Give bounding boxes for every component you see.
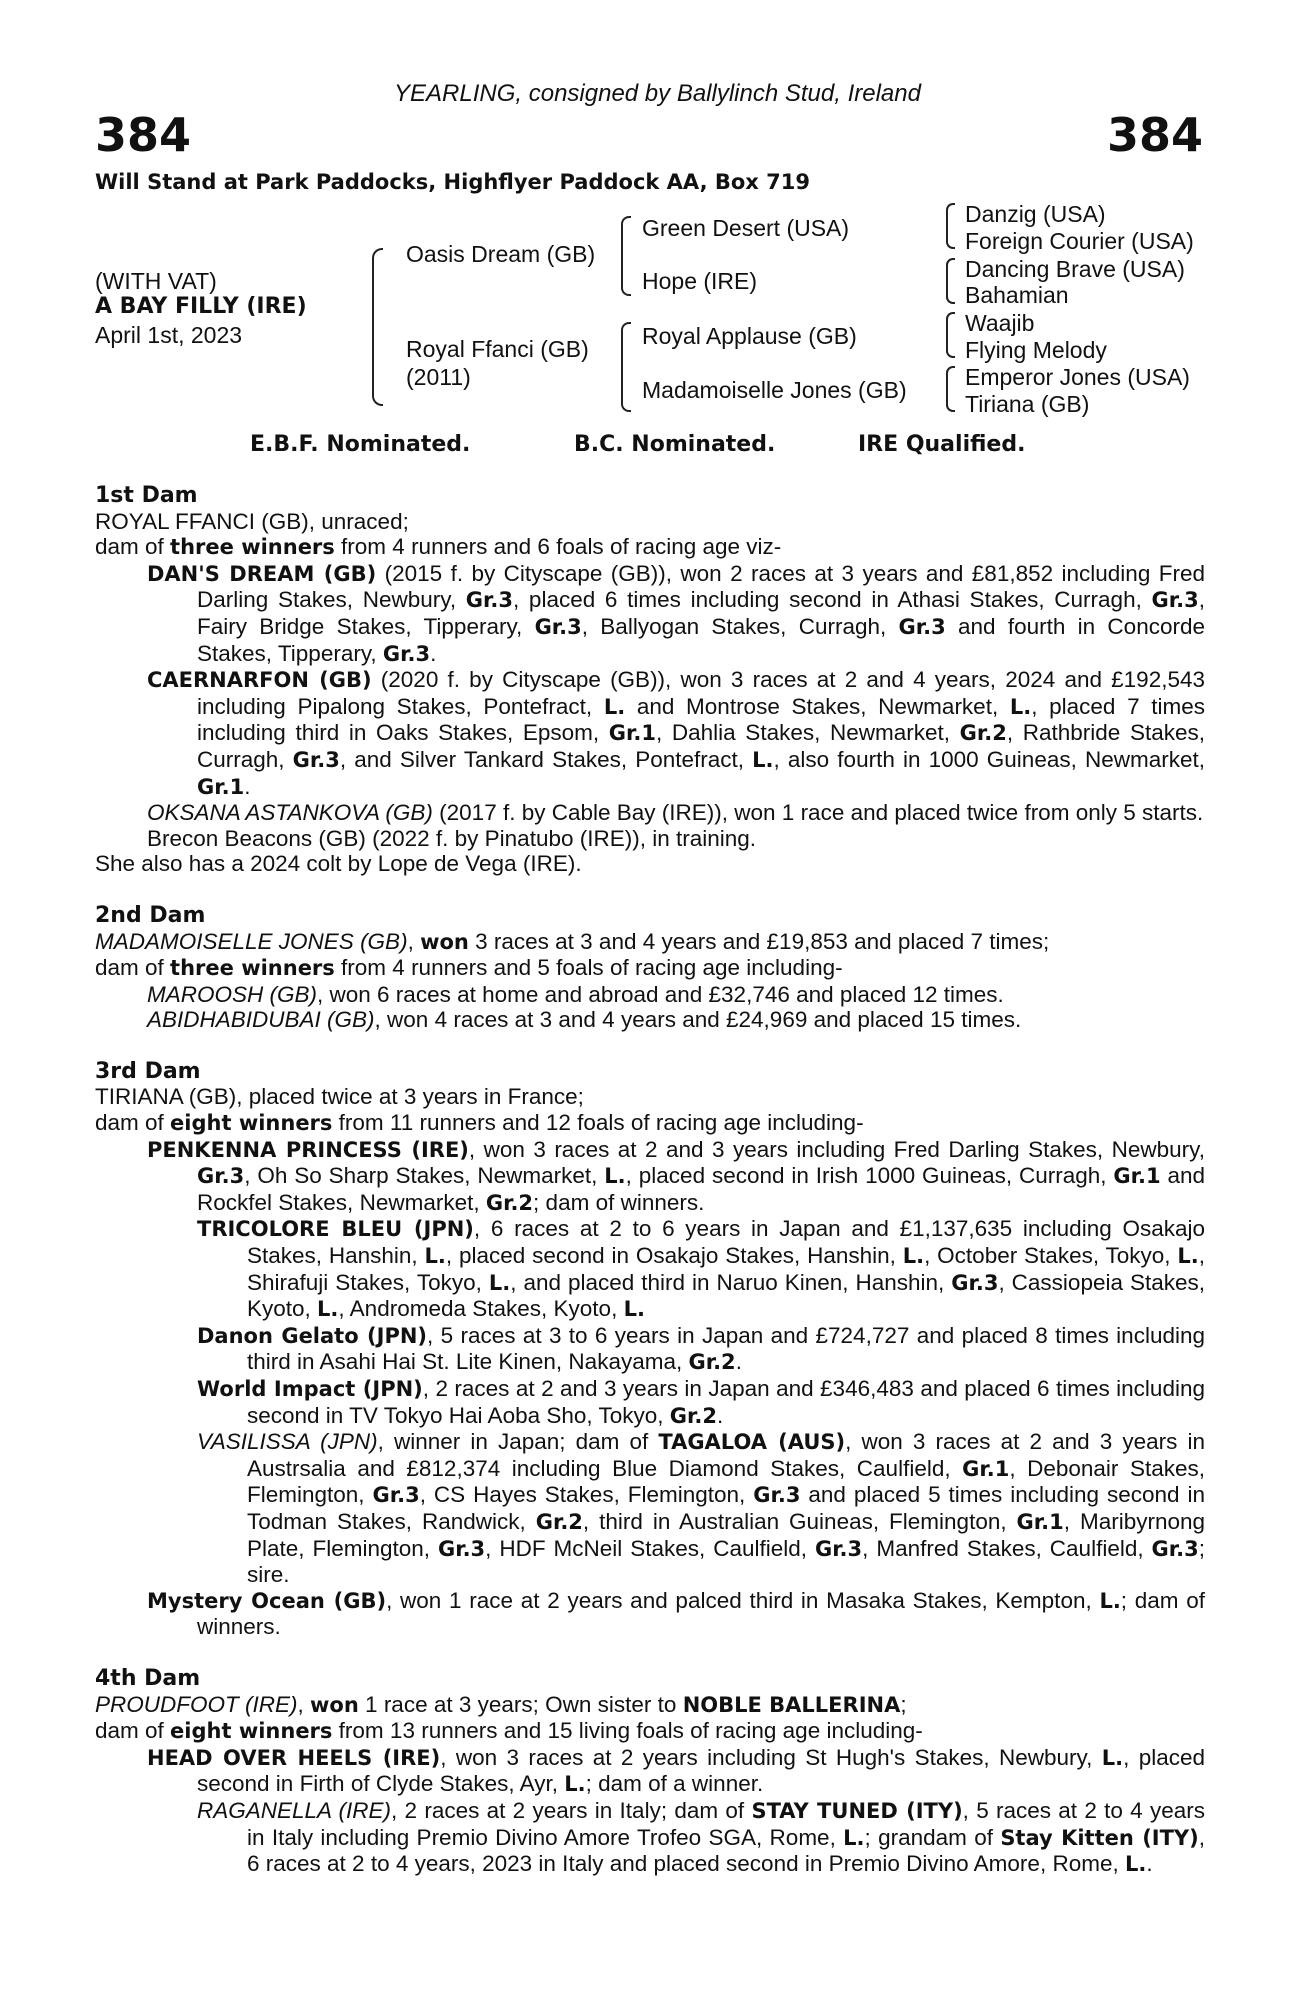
dam-sire-name: Royal Applause (GB): [642, 323, 857, 349]
pedigree-brace-g12: [946, 203, 955, 249]
third-dam-summary: dam of eight winners from 11 runners and 12 foals of racing age including-: [95, 1110, 864, 1136]
pedigree-brace-dam: [621, 322, 631, 412]
produce-penkenna-princess: PENKENNA PRINCESS (IRE), won 3 races at 2 and 3 years including Fred Darling Stakes, Newbury, Gr.3, Oh So Sharp Stakes, Newmarket, L., placed second in Irish 1000 Guineas, Curragh, Gr.1 and Rockfel Stakes, Newmarket, Gr.2; dam of winners.: [147, 1136, 1205, 1215]
fourth-dam-heading: 4th Dam: [95, 1665, 201, 1691]
first-dam-heading: 1st Dam: [95, 483, 198, 508]
pedigree-brace-g56: [946, 312, 955, 358]
second-dam-line: MADAMOISELLE JONES (GB), won 3 races at 3 and 4 years and £19,853 and placed 7 times;: [95, 928, 1050, 954]
sire-sire-name: Green Desert (USA): [642, 215, 850, 241]
produce-world-impact: World Impact (JPN), 2 races at 2 and 3 years in Japan and £346,483 and placed 6 times including second in TV Tokyo Hai Aoba Sho, Tokyo, Gr.2.: [197, 1376, 1205, 1428]
pedigree-brace-main: [372, 248, 383, 406]
foaling-date: April 1st, 2023: [95, 322, 243, 348]
lot-name: A BAY FILLY (IRE): [95, 294, 307, 319]
sire-name: Oasis Dream (GB): [406, 241, 596, 267]
fourth-dam-line: PROUDFOOT (IRE), won 1 race at 3 years; Own sister to NOBLE BALLERINA;: [95, 1691, 907, 1717]
produce-vasilissa: VASILISSA (JPN), winner in Japan; dam of TAGALOA (AUS), won 3 races at 2 and 3 years in Austrsalia and £812,374 including Blue Diamond Stakes, Caulfield, Gr.1, Debonair Stakes, Flemington, Gr.3, CS Hayes Stakes, Flemington, Gr.3 and placed 5 times including second in Todman Stakes, Randwick, Gr.2, third in Australian Guineas, Flemington, Gr.1, Maribyrnong Plate, Flemington, Gr.3, HDF McNeil Stakes, Caulfield, Gr.3, Manfred Stakes, Caulfield, Gr.3; sire.: [197, 1429, 1206, 1588]
produce-mystery-ocean: Mystery Ocean (GB), won 1 race at 2 years and palced third in Masaka Stakes, Kempton, L.; dam of winners.: [147, 1587, 1206, 1640]
ancestor-4: Bahamian: [965, 282, 1069, 308]
produce-danon-gelato: Danon Gelato (JPN), 5 races at 3 to 6 years in Japan and £724,727 and placed 8 times including third in Asahi Hai St. Lite Kinen, Nakayama, Gr.2.: [197, 1322, 1205, 1375]
ancestor-7: Emperor Jones (USA): [965, 364, 1190, 390]
dam-name: Royal Ffanci (GB): [406, 336, 589, 362]
produce-head-over-heels: HEAD OVER HEELS (IRE), won 3 races at 2 years including St Hugh's Stakes, Newbury, L., placed second in Firth of Clyde Stakes, Ayr, L.; dam of a winner.: [147, 1744, 1205, 1797]
third-dam-line: TIRIANA (GB), placed twice at 3 years in France;: [95, 1084, 584, 1110]
first-dam-summary: dam of three winners from 4 runners and 6 foals of racing age viz-: [95, 534, 782, 560]
produce-2024-colt: She also has a 2024 colt by Lope de Vega (IRE).: [95, 851, 582, 877]
sire-dam-name: Hope (IRE): [642, 268, 758, 294]
produce-dans-dream: DAN'S DREAM (GB) (2015 f. by Cityscape (GB)), won 2 races at 3 years and £81,852 including Fred Darling Stakes, Newbury, Gr.3, placed 6 times including second in Athasi Stakes, Curragh, Gr.3, Fairy Bridge Stakes, Tipperary, Gr.3, Ballyogan Stakes, Curragh, Gr.3 and fourth in Concorde Stakes, Tipperary, Gr.3.: [147, 560, 1205, 666]
ancestor-5: Waajib: [965, 310, 1035, 336]
dam-dam-name: Madamoiselle Jones (GB): [642, 377, 907, 403]
pedigree-brace-sire: [621, 216, 631, 296]
ancestor-3: Dancing Brave (USA): [965, 256, 1185, 282]
lot-number-right: 384: [1106, 108, 1203, 162]
ancestor-2: Foreign Courier (USA): [965, 228, 1194, 254]
ebf-nomination: E.B.F. Nominated.: [250, 432, 471, 457]
ancestor-6: Flying Melody: [965, 337, 1107, 363]
produce-abidhabidubai: ABIDHABIDUBAI (GB), won 4 races at 3 and 4 years and £24,969 and placed 15 times.: [147, 1007, 1022, 1033]
pedigree-brace-g78: [946, 366, 955, 412]
produce-oksana-astankova: OKSANA ASTANKOVA (GB) (2017 f. by Cable Bay (IRE)), won 1 race and placed twice from only 5 starts.: [147, 800, 1204, 826]
bc-nomination: B.C. Nominated.: [574, 432, 776, 457]
ire-qualification: IRE Qualified.: [858, 432, 1026, 457]
consignment-line: YEARLING, consigned by Ballylinch Stud, Ireland: [394, 80, 921, 107]
first-dam-line: ROYAL FFANCI (GB), unraced;: [95, 508, 409, 534]
produce-maroosh: MAROOSH (GB), won 6 races at home and abroad and £32,746 and placed 12 times.: [147, 981, 1004, 1007]
produce-raganella: RAGANELLA (IRE), 2 races at 2 years in Italy; dam of STAY TUNED (ITY), 5 races at 2 to 4 years in Italy including Premio Divino Amore Trofeo SGA, Rome, L.; grandam of Stay Kitten (ITY), 6 races at 2 to 4 years, 2023 in Italy and placed second in Premio Divino Amore, Rome, L..: [197, 1797, 1206, 1877]
pedigree-brace-g34: [946, 258, 955, 304]
catalogue-body: [95, 483, 1205, 1878]
dam-foaling-year: (2011): [406, 364, 471, 390]
stabling-location: Will Stand at Park Paddocks, Highflyer Paddock AA, Box 719: [95, 170, 810, 194]
produce-caernarfon: CAERNARFON (GB) (2020 f. by Cityscape (GB)), won 3 races at 2 and 4 years, 2024 and £192,543 including Pipalong Stakes, Pontefract, L. and Montrose Stakes, Newmarket, L., placed 7 times including third in Oaks Stakes, Epsom, Gr.1, Dahlia Stakes, Newmarket, Gr.2, Rathbride Stakes, Curragh, Gr.3, and Silver Tankard Stakes, Pontefract, L., also fourth in 1000 Guineas, Newmarket, Gr.1.: [147, 667, 1205, 799]
third-dam-heading: 3rd Dam: [95, 1058, 201, 1084]
produce-brecon-beacons: Brecon Beacons (GB) (2022 f. by Pinatubo (IRE)), in training.: [147, 825, 757, 851]
ancestor-1: Danzig (USA): [965, 201, 1106, 227]
vat-label: (WITH VAT): [95, 268, 217, 294]
second-dam-summary: dam of three winners from 4 runners and 5 foals of racing age including-: [95, 955, 843, 981]
second-dam-heading: 2nd Dam: [95, 902, 206, 928]
ancestor-8: Tiriana (GB): [965, 391, 1090, 417]
lot-number-left: 384: [95, 108, 192, 162]
fourth-dam-summary: dam of eight winners from 13 runners and 15 living foals of racing age including-: [95, 1718, 923, 1744]
produce-tricolore-bleu: TRICOLORE BLEU (JPN), 6 races at 2 to 6 years in Japan and £1,137,635 including Osakajo Stakes, Hanshin, L., placed second in Osakajo Stakes, Hanshin, L., October Stakes, Tokyo, L., Shirafuji Stakes, Tokyo, L., and placed third in Naruo Kinen, Hanshin, Gr.3, Cassiopeia Stakes, Kyoto, L., Andromeda Stakes, Kyoto, L.: [197, 1216, 1206, 1322]
